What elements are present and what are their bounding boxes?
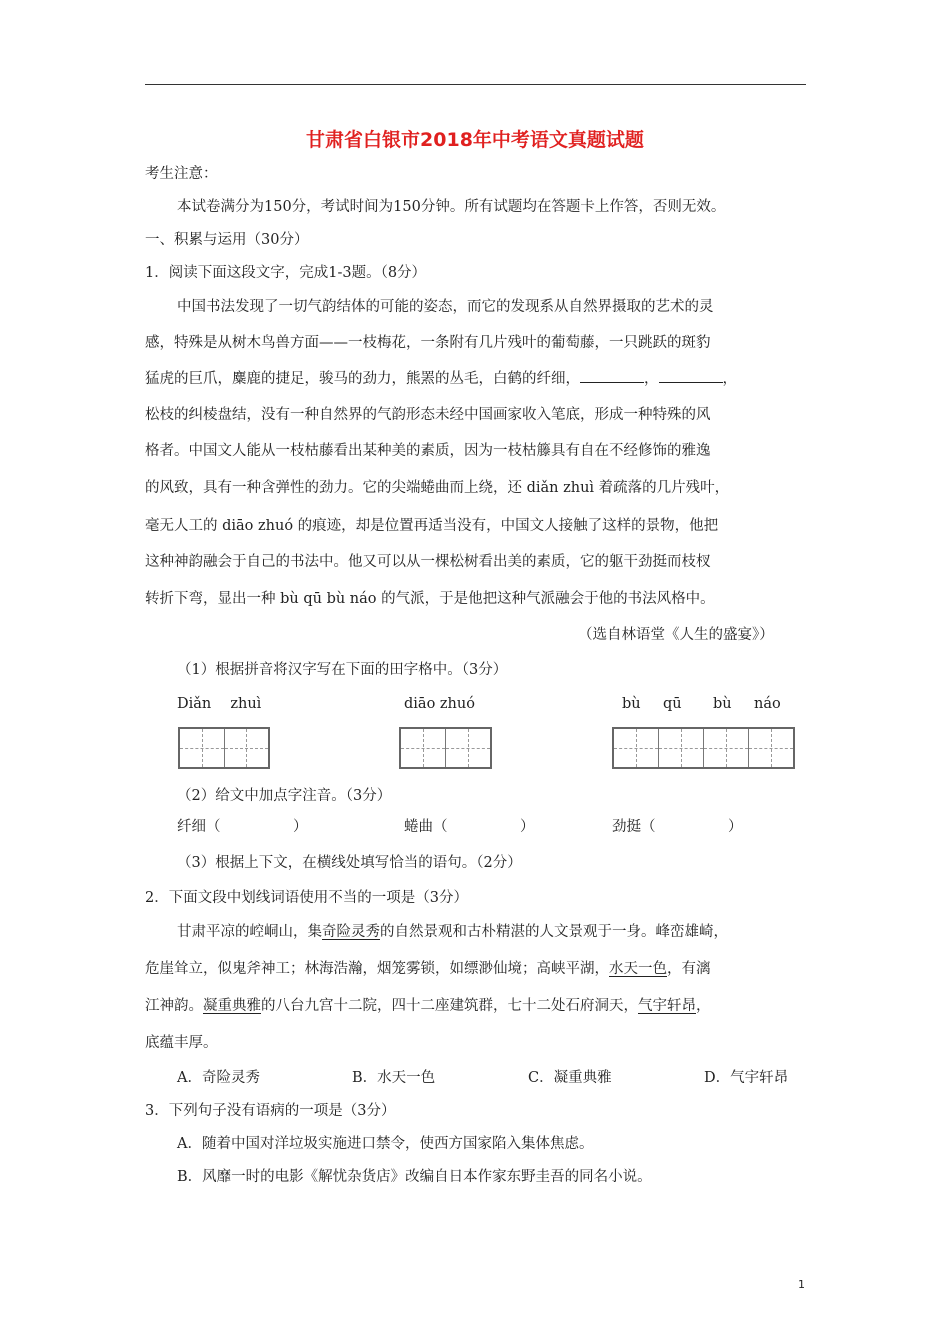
- subquestion-2: （2）给文中加点字注音。（3分）: [177, 788, 392, 804]
- pinyin-label: bù: [713, 696, 732, 712]
- grid-cell[interactable]: [446, 729, 490, 767]
- q2-text: 危崖耸立，似鬼斧神工；林海浩瀚，烟笼雾锁，如缥渺仙境；高峡平湖，: [145, 961, 609, 977]
- underlined-term: 气宇轩昂: [638, 998, 696, 1014]
- pronunciation-item: 蜷曲（ ）: [404, 819, 535, 835]
- q2-text: 的八台九宫十二院，四十二座建筑群，七十二处石府洞天，: [261, 998, 638, 1014]
- grid-cell[interactable]: [704, 729, 749, 767]
- pinyin-label: bù: [622, 696, 641, 712]
- q2-passage-line: [177, 922, 728, 942]
- pinyin-label: diāo zhuó: [404, 696, 475, 712]
- passage-line: 这种神韵融会于自己的书法中。他又可以从一棵松树看出美的素质，它的躯干劲挺而枝杈: [145, 554, 711, 570]
- passage-source: （选自林语堂《人生的盛宴》）: [578, 627, 774, 643]
- q2-text: ，: [696, 998, 711, 1014]
- q2-text: ，有漓: [667, 961, 711, 977]
- q2-passage-line: [145, 959, 711, 979]
- passage-line-3: [145, 369, 737, 389]
- pinyin-label: náo: [754, 696, 781, 712]
- page-number: 1: [798, 1278, 805, 1291]
- grid-cell[interactable]: [659, 729, 704, 767]
- underlined-term: 凝重典雅: [203, 998, 261, 1014]
- passage-line: 格者。中国文人能从一枝枯藤看出某种美的素质，因为一枝枯籐具有自在不经修饰的雅逸: [145, 443, 711, 459]
- pronunciation-item: 纤细（ ）: [177, 819, 308, 835]
- q2-option-d[interactable]: D．气宇轩昂: [704, 1070, 789, 1086]
- subquestion-3: （3）根据上下文，在横线处填写恰当的语句。（2分）: [177, 855, 522, 871]
- q2-text: 甘肃平凉的崆峒山，集: [177, 924, 322, 940]
- q2-text: 的自然景观和古朴精湛的人文景观于一身。峰峦雄崎，: [380, 924, 728, 940]
- writing-grid[interactable]: [399, 727, 492, 769]
- q2-option-c[interactable]: C．凝重典雅: [528, 1070, 612, 1086]
- passage-punct: ，: [722, 371, 737, 387]
- q2-passage-line: 底蕴丰厚。: [145, 1035, 218, 1051]
- page-title: 甘肃省白银市2018年中考语文真题试题: [306, 129, 644, 151]
- grid-cell[interactable]: [614, 729, 659, 767]
- q1-stem: 1．阅读下面这段文字，完成1-3题。（8分）: [145, 265, 427, 281]
- passage-punct: ，: [644, 371, 659, 387]
- q3-stem: 3．下列句子没有语病的一项是（3分）: [145, 1103, 396, 1119]
- grid-cell[interactable]: [180, 729, 225, 767]
- passage-text: 猛虎的巨爪，麋鹿的捷足，骏马的劲力，熊罴的丛毛，白鹤的纤细，: [145, 371, 580, 387]
- grid-cell[interactable]: [401, 729, 446, 767]
- fill-blank-1[interactable]: [580, 369, 644, 383]
- pinyin-label: Diǎn zhuì: [177, 696, 262, 712]
- underlined-term: 水天一色: [609, 961, 667, 977]
- notice-text: 本试卷满分为150分，考试时间为150分钟。所有试题均在答题卡上作答，否则无效。: [177, 199, 726, 215]
- grid-cell[interactable]: [225, 729, 269, 767]
- passage-line: 感，特殊是从树木鸟兽方面——一枝梅花，一条附有几片残叶的葡萄藤，一只跳跃的斑豹: [145, 335, 711, 351]
- subquestion-1: （1）根据拼音将汉字写在下面的田字格中。（3分）: [177, 662, 508, 678]
- pinyin-label: qū: [663, 696, 682, 712]
- q3-option-b[interactable]: B．风靡一时的电影《解忧杂货店》改编自日本作家东野圭吾的同名小说。: [177, 1169, 652, 1185]
- passage-line: 毫无人工的 diāo zhuó 的痕迹，却是位置再适当没有，中国文人接触了这样的景物，他把: [145, 518, 719, 534]
- passage-line: 转折下弯，显出一种 bù qū bù náo 的气派，于是他把这种气派融会于他的书法风格中。: [145, 591, 715, 607]
- q3-option-a[interactable]: A．随着中国对洋垃圾实施进口禁令，使西方国家陷入集体焦虑。: [177, 1136, 594, 1152]
- writing-grid[interactable]: [612, 727, 795, 769]
- q2-text: 江神韵。: [145, 998, 203, 1014]
- writing-grid[interactable]: [178, 727, 270, 769]
- q2-option-b[interactable]: B．水天一色: [352, 1070, 436, 1086]
- passage-line: 的风致，具有一种含弹性的劲力。它的尖端蜷曲而上绕，还 diǎn zhuì 着疏落的几片残叶，: [145, 480, 730, 496]
- q2-stem: 2．下面文段中划线词语使用不当的一项是（3分）: [145, 890, 468, 906]
- grid-cell[interactable]: [749, 729, 793, 767]
- q2-passage-line: [145, 996, 711, 1016]
- passage-line: 松枝的纠棱盘结，没有一种自然界的气韵形态未经中国画家收入笔底，形成一种特殊的风: [145, 407, 711, 423]
- section-heading: 一、积累与运用（30分）: [145, 232, 309, 248]
- q2-option-a[interactable]: A．奇险灵秀: [177, 1070, 260, 1086]
- notice-label: 考生注意：: [145, 166, 218, 182]
- pronunciation-item: 劲挺（ ）: [612, 819, 743, 835]
- underlined-term: 奇险灵秀: [322, 924, 380, 940]
- header-rule: [145, 84, 806, 85]
- passage-line: 中国书法发现了一切气韵结体的可能的姿态，而它的发现系从自然界摄取的艺术的灵: [177, 299, 714, 315]
- fill-blank-2[interactable]: [659, 369, 723, 383]
